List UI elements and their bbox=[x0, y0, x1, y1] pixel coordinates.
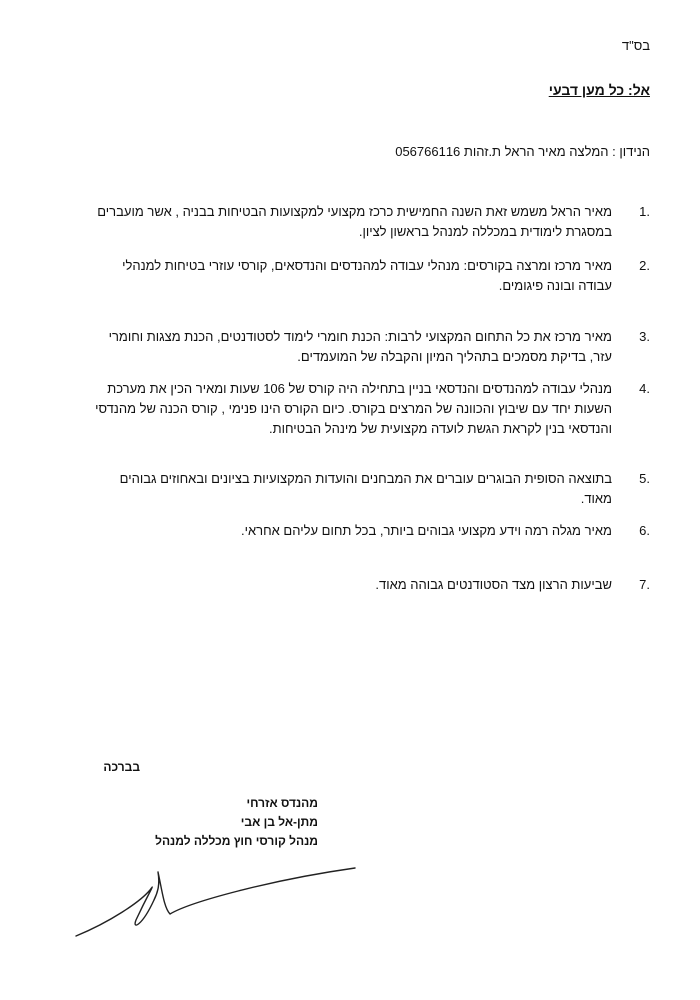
list-item-text: שביעות הרצון מצד הסטודנטים גבוהה מאוד. bbox=[375, 577, 612, 592]
list-item-text: מנהלי עבודה למהנדסים והנדסאי בניין בתחילה היה קורס של 106 שעות ומאיר הכין את מערכת השעות יחד עם שיבוץ והכוונה של המרצים בקורס. כיום הקורס הינו פנימי , קורס הכנה של מהנדסי והנדסאי בנין לקראת הגשת לועדה מקצועית של מינהל הבטיחות. bbox=[95, 381, 612, 436]
list-item-number: 5. bbox=[639, 471, 650, 486]
closing-greeting: בברכה bbox=[103, 760, 140, 774]
bsd-header: בס"ד bbox=[621, 38, 650, 53]
list-item-number: 4. bbox=[639, 381, 650, 396]
list-item-number: 1. bbox=[639, 204, 650, 219]
recipient-line: אל: כל מען דבעי bbox=[548, 82, 650, 98]
signer-title: מהנדס אזרחי bbox=[246, 796, 318, 810]
list-item-5 bbox=[90, 469, 650, 509]
signer-block bbox=[88, 794, 318, 851]
subject-line: הנידון : המלצה מאיר הראל ת.זהות 056766116 bbox=[395, 144, 650, 159]
list-item-2 bbox=[90, 256, 650, 296]
list-item-4 bbox=[90, 379, 650, 439]
list-item-text: מאיר מגלה רמה וידע מקצועי גבוהים ביותר, בכל תחום עליהם אחראי. bbox=[241, 523, 612, 538]
list-item-1 bbox=[90, 202, 650, 242]
handwritten-signature bbox=[70, 850, 360, 950]
signer-role: מנהל קורסי חוץ מכללה למנהל bbox=[155, 834, 318, 848]
list-item-number: 3. bbox=[639, 329, 650, 344]
list-item-number: 2. bbox=[639, 258, 650, 273]
signer-name: מתן-אל בן אבי bbox=[240, 815, 318, 829]
signature-stroke bbox=[76, 868, 355, 936]
list-item-text: מאיר הראל משמש זאת השנה החמישית כרכז מקצועי למקצועות הבטיחות בבניה , אשר מועברים במסגרת לימודית במכללה למנהל בראשון לציון. bbox=[97, 204, 612, 239]
list-item-3 bbox=[90, 327, 650, 367]
list-item-6 bbox=[90, 521, 650, 541]
list-item-text: מאיר מרכז ומרצה בקורסים: מנהלי עבודה למהנדסים והנדסאים, קורסי עוזרי בטיחות למנהלי עבודה ובונה פיגומים. bbox=[122, 258, 612, 293]
list-item-text: מאיר מרכז את כל התחום המקצועי לרבות: הכנת חומרי לימוד לסטודנטים, הכנת מצגות וחומרי עזר, בדיקת מסמכים בתהליך המיון והקבלה של המועמדים. bbox=[108, 329, 612, 364]
list-item-number: 6. bbox=[639, 523, 650, 538]
list-item-7 bbox=[90, 575, 650, 595]
list-item-text: בתוצאה הסופית הבוגרים עוברים את המבחנים והועדות המקצועיות בציונים ובאחוזים גבוהים מאוד. bbox=[119, 471, 612, 506]
list-item-number: 7. bbox=[639, 577, 650, 592]
